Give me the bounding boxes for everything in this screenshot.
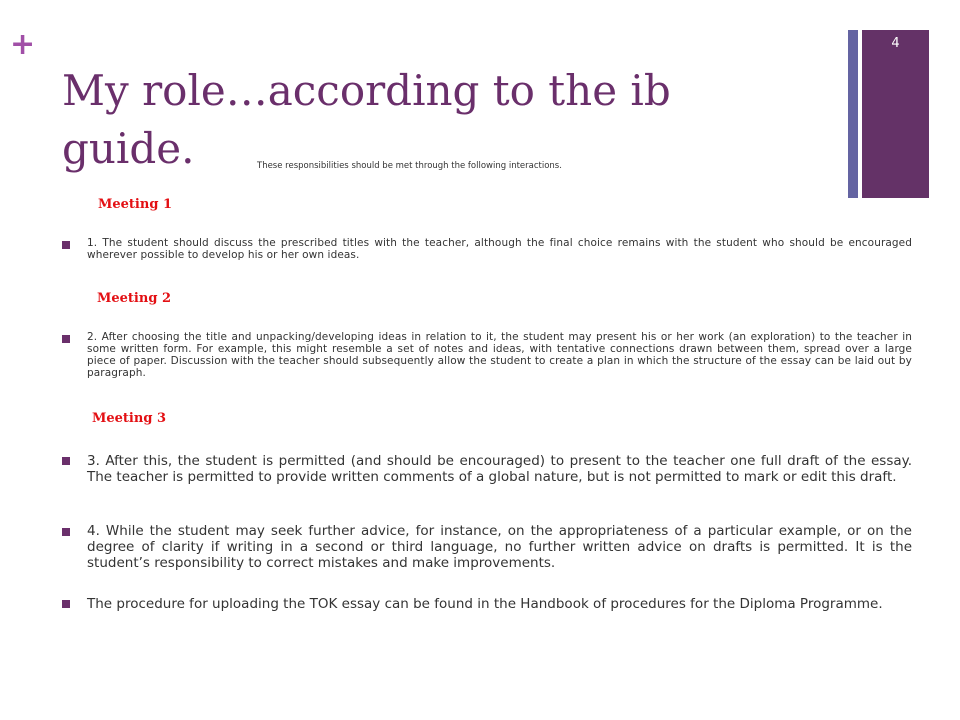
paragraph-1: 1. The student should discuss the prescribed titles with the teacher, although the final choice remains with the student who should be encouraged wherever possible to develop his or her own ideas. bbox=[87, 237, 912, 261]
decorative-bar-left bbox=[848, 30, 858, 198]
square-bullet-icon bbox=[62, 600, 70, 608]
paragraph-3: 3. After this, the student is permitted (and should be encouraged) to present to the teacher one full draft of the essay. The teacher is permitted to provide written comments of a global nature, but is not permitted to mark or edit this draft. bbox=[87, 453, 912, 485]
meeting-2-heading: Meeting 2 bbox=[97, 291, 171, 306]
square-bullet-icon bbox=[62, 457, 70, 465]
decorative-bar-right bbox=[862, 30, 929, 198]
slide-number: 4 bbox=[891, 36, 900, 51]
square-bullet-icon bbox=[62, 528, 70, 536]
plus-icon: + bbox=[10, 27, 36, 62]
slide-title: My role…according to the ib guide. bbox=[62, 66, 671, 173]
paragraph-4: 4. While the student may seek further advice, for instance, on the appropriateness of a particular example, or on the degree of clarity if writing in a second or third language, no further written advice on drafts is permitted. It is the student’s responsibility to correct mistakes and make improvements. bbox=[87, 523, 912, 571]
square-bullet-icon bbox=[62, 241, 70, 249]
meeting-3-heading: Meeting 3 bbox=[92, 411, 166, 426]
meeting-1-heading: Meeting 1 bbox=[98, 197, 172, 212]
subtitle-note: These responsibilities should be met through the following interactions. bbox=[257, 161, 562, 171]
paragraph-2: 2. After choosing the title and unpacking/developing ideas in relation to it, the student may present his or her work (an exploration) to the teacher in some written form. For example, this might resemble a set of notes and ideas, with tentative connections drawn between them, spread over a large piece of paper. Discussion with the teacher should subsequently allow the student to create a plan in which the structure of the essay can be laid out by paragraph. bbox=[87, 331, 912, 379]
square-bullet-icon bbox=[62, 335, 70, 343]
paragraph-5: The procedure for uploading the TOK essay can be found in the Handbook of procedures for the Diploma Programme. bbox=[87, 596, 883, 612]
